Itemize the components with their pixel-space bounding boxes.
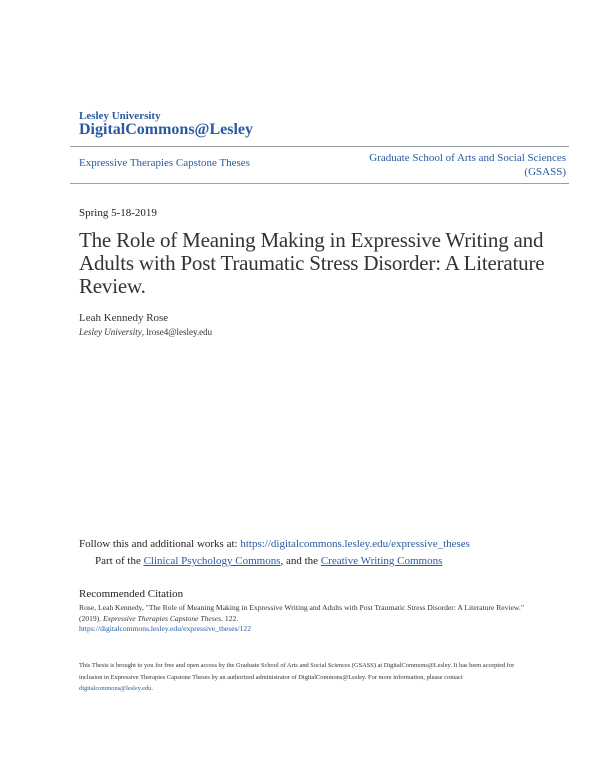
- publication-date: Spring 5-18-2019: [79, 207, 157, 219]
- school-link[interactable]: Graduate School of Arts and Social Sciences (GSASS): [369, 152, 566, 178]
- citation-number: . 122.: [221, 613, 239, 623]
- recommended-citation-heading: Recommended Citation: [79, 588, 184, 600]
- series-link[interactable]: Expressive Therapies Capstone Theses: [79, 157, 250, 169]
- header-divider-bottom: [70, 183, 569, 184]
- author-affiliation: [79, 327, 212, 337]
- citation-text: [79, 603, 529, 635]
- footer-end: .: [151, 685, 153, 693]
- part-of-prefix: Part of the: [95, 555, 144, 567]
- creative-writing-link[interactable]: Creative Writing Commons: [320, 555, 443, 567]
- repository-name[interactable]: DigitalCommons@Lesley: [79, 121, 253, 138]
- contact-email-link[interactable]: digitalcommons@lesley.edu: [79, 685, 152, 693]
- part-of-line: [95, 555, 442, 567]
- affiliation-org: Lesley University: [79, 327, 142, 337]
- footer-notice: [79, 660, 529, 695]
- citation-journal: Expressive Therapies Capstone Theses: [103, 613, 222, 623]
- part-of-mid: , and the: [280, 555, 321, 567]
- affiliation-email: , lrose4@lesley.edu: [141, 327, 213, 337]
- citation-url-link[interactable]: https://digitalcommons.lesley.edu/expressive_theses/122: [79, 624, 252, 633]
- header-divider-top: [70, 146, 569, 147]
- author-name: Leah Kennedy Rose: [79, 312, 169, 324]
- follow-prefix: Follow this and additional works at:: [79, 538, 241, 550]
- citation-body: Rose, Leah Kennedy, "The Role of Meaning Making in Expressive Writing and Adults with Post Traumatic Stress Disorder: A Literature Review." (2019).: [79, 603, 524, 623]
- footer-text: This Thesis is brought to you for free and open access by the Graduate School of Arts and Social Sciences (GSASS) at DigitalCommons@Lesley. It has been accepted for inclusion in Expressive Therapies Capstone Theses by an authorized administrator of DigitalCommons@Lesley. For more information, please contact: [79, 662, 515, 681]
- follow-line: [79, 538, 470, 550]
- collection-url-link[interactable]: https://digitalcommons.lesley.edu/expressive_theses: [240, 538, 470, 550]
- paper-title: The Role of Meaning Making in Expressive Writing and Adults with Post Traumatic Stress Disorder: A Literature Review.: [79, 228, 545, 298]
- institution-name: Lesley University: [79, 110, 161, 122]
- clinical-psychology-link[interactable]: Clinical Psychology Commons: [143, 555, 281, 567]
